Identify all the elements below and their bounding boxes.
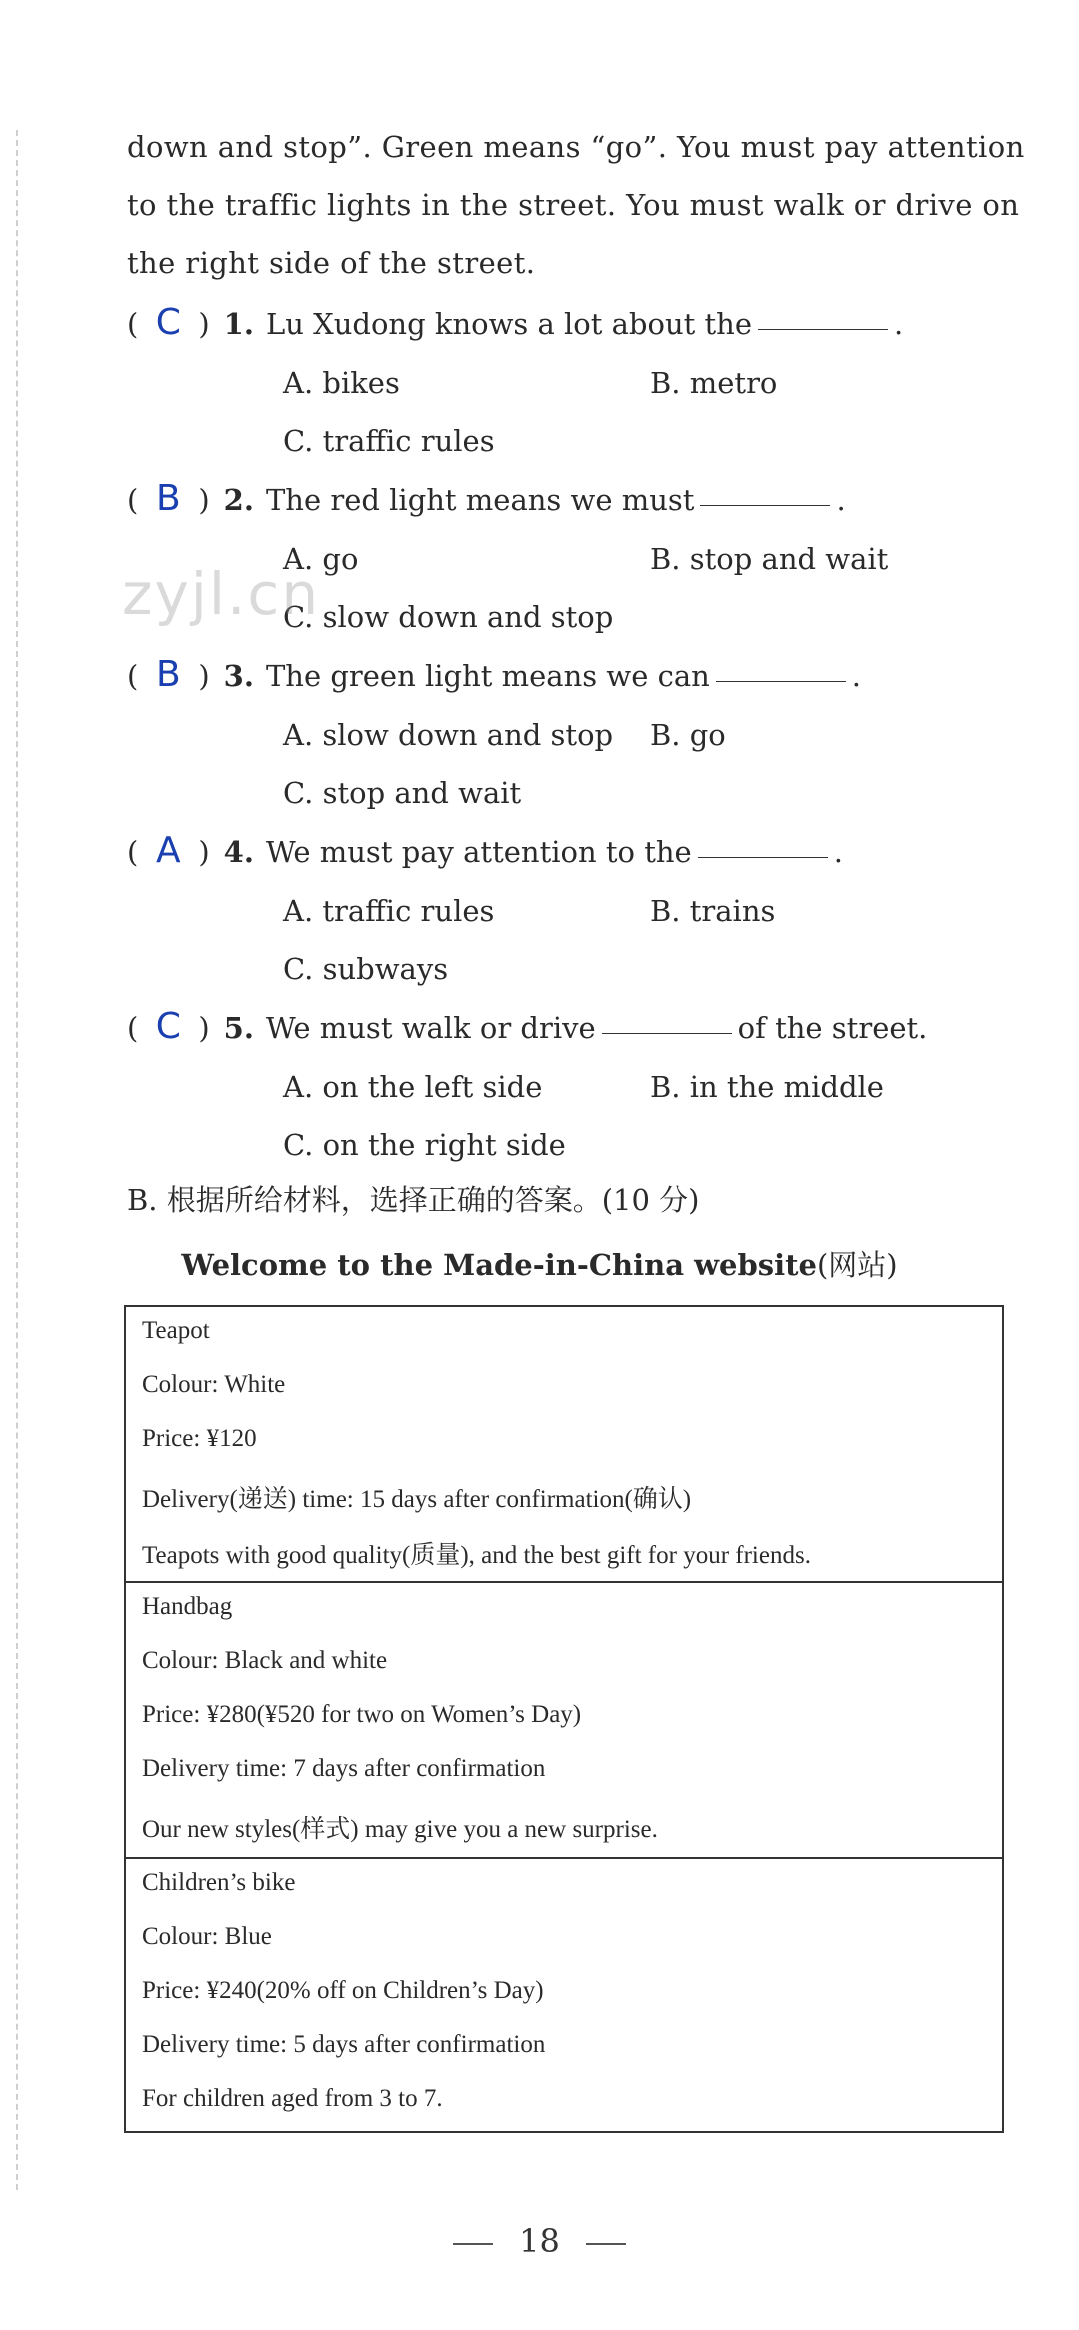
question-tail: of the street. [737, 1011, 928, 1045]
product-price: Price: ¥120 [142, 1425, 257, 1452]
page-footer [0, 2222, 1079, 2260]
q5-option-b: B. in the middle [650, 1070, 884, 1104]
product-name: Handbag [142, 1593, 233, 1620]
q2-option-a: A. go [283, 542, 359, 576]
answer-3: B [155, 654, 181, 695]
question-1 [127, 302, 903, 343]
q1-option-a: A. bikes [283, 366, 400, 400]
answer-blank [698, 857, 828, 858]
answer-1: C [155, 302, 181, 343]
page-number: 18 [519, 2222, 560, 2260]
product-delivery: Delivery time: 7 days after confirmation [142, 1755, 546, 1782]
question-stem: We must pay attention to the [265, 835, 692, 869]
product-colour: Colour: Black and white [142, 1647, 388, 1674]
product-description: For children aged from 3 to 7. [142, 2085, 443, 2112]
product-price: Price: ¥240(20% off on Children’s Day) [142, 1977, 544, 2004]
passage-line-3: the right side of the street. [127, 246, 536, 280]
footer-dash-right [586, 2243, 626, 2245]
product-cell-teapot [126, 1307, 1002, 1583]
passage-line-2: to the traffic lights in the street. You must walk or drive on [127, 188, 1020, 222]
answer-4: A [156, 830, 181, 871]
heading-english: Welcome to the Made-in-China website [181, 1248, 817, 1282]
product-delivery: Delivery time: 5 days after confirmation [142, 2031, 546, 2058]
answer-2: B [155, 478, 181, 519]
binding-margin-line [16, 130, 18, 2190]
question-number: 3. [223, 659, 254, 693]
question-tail: . [833, 835, 843, 869]
question-stem: Lu Xudong knows a lot about the [265, 307, 752, 341]
passage-line-1: down and stop”. Green means “go”. You must pay attention [127, 130, 1025, 164]
question-tail: . [851, 659, 862, 693]
question-stem: The red light means we must [265, 483, 695, 517]
product-cell-childrens-bike [126, 1859, 1002, 2131]
answer-blank [602, 1033, 732, 1034]
section-b-instruction: B. 根据所给材料，选择正确的答案。(10 分) [127, 1183, 700, 1217]
open-paren: ( [127, 835, 139, 869]
product-colour: Colour: White [142, 1371, 286, 1398]
close-paren: ) [198, 483, 210, 517]
answer-5: C [155, 1006, 181, 1047]
open-paren: ( [127, 1011, 139, 1045]
q1-option-b: B. metro [650, 366, 778, 400]
product-delivery: Delivery(递送) time: 15 days after confirmation(确认) [142, 1486, 692, 1513]
q5-option-c: C. on the right side [283, 1128, 566, 1162]
question-tail: . [836, 483, 846, 517]
answer-blank [758, 329, 888, 330]
heading-chinese: (网站) [816, 1248, 898, 1282]
product-name: Children’s bike [142, 1869, 296, 1896]
q4-option-b: B. trains [650, 894, 776, 928]
product-colour: Colour: Blue [142, 1923, 272, 1950]
q4-option-c: C. subways [283, 952, 449, 986]
close-paren: ) [198, 659, 210, 693]
open-paren: ( [127, 307, 139, 341]
product-name: Teapot [142, 1317, 210, 1344]
question-5 [127, 1006, 927, 1047]
product-price: Price: ¥280(¥520 for two on Women’s Day) [142, 1701, 582, 1728]
question-number: 2. [223, 483, 254, 517]
question-number: 4. [223, 835, 254, 869]
q4-option-a: A. traffic rules [283, 894, 495, 928]
q3-option-b: B. go [650, 718, 726, 752]
q1-option-c: C. traffic rules [283, 424, 495, 458]
q5-option-a: A. on the left side [283, 1070, 543, 1104]
question-stem: The green light means we can [265, 659, 710, 693]
question-tail: . [894, 307, 904, 341]
close-paren: ) [198, 835, 210, 869]
q3-option-a: A. slow down and stop [283, 718, 614, 752]
website-heading [0, 1243, 1079, 1284]
open-paren: ( [127, 483, 139, 517]
close-paren: ) [198, 307, 210, 341]
product-description: Teapots with good quality(质量), and the best gift for your friends. [142, 1542, 811, 1569]
footer-dash-left [453, 2243, 493, 2245]
q3-option-c: C. stop and wait [283, 776, 522, 810]
question-number: 5. [223, 1011, 254, 1045]
product-cell-handbag [126, 1583, 1002, 1859]
question-3 [127, 654, 861, 695]
answer-blank [700, 505, 830, 506]
answer-blank [716, 681, 846, 682]
product-description: Our new styles(样式) may give you a new surprise. [142, 1816, 658, 1843]
product-table [124, 1305, 1004, 2133]
open-paren: ( [127, 659, 139, 693]
q2-option-c: C. slow down and stop [283, 600, 614, 634]
question-4 [127, 830, 843, 871]
question-2 [127, 478, 846, 519]
close-paren: ) [198, 1011, 210, 1045]
question-number: 1. [223, 307, 254, 341]
q2-option-b: B. stop and wait [650, 542, 889, 576]
question-stem: We must walk or drive [265, 1011, 596, 1045]
watermark: zyjl.cn [122, 560, 321, 628]
